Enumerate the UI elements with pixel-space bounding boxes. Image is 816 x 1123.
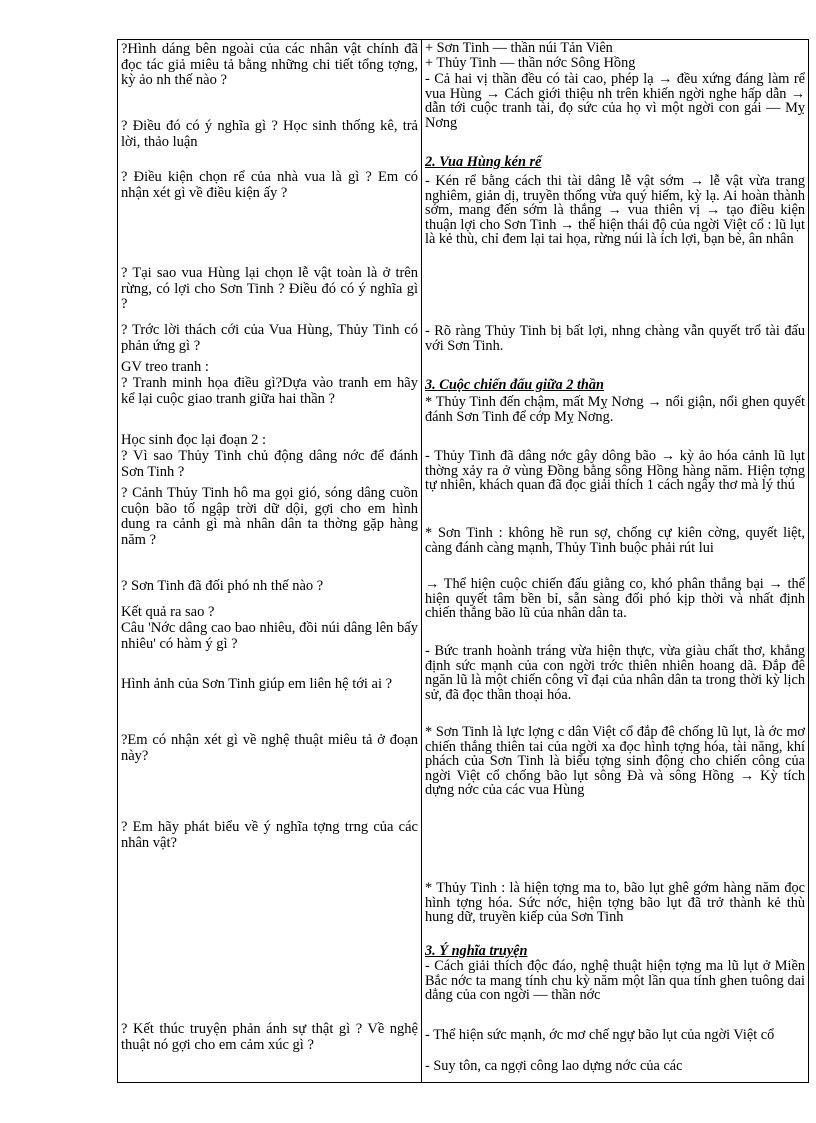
- section-heading: 3. Cuộc chiến đấu giữa 2 thần: [425, 377, 604, 393]
- question-paragraph: Hình ảnh của Sơn Tinh giúp em liên hệ tới ai ?: [121, 676, 393, 692]
- answer-paragraph: * Thủy Tinh đến chậm, mất Mỵ Nơng → nổi giận, nổi ghen quyết đánh Sơn Tinh để cớp Mỵ Nơng.: [425, 394, 805, 425]
- answer-paragraph: - Thủy Tinh đã dâng nớc gây dông bão → kỳ ảo hóa cảnh lũ lụt thờng xảy ra ở vùng Đồng bằng sông Hồng hàng năm. Hiện tợng tự nhiên, khách quan đã đọc giải thích 1 cách ngây thơ mà lý thú: [425, 448, 805, 494]
- answer-paragraph: * Sơn Tinh : không hề run sợ, chống cự kiên cờng, quyết liệt, càng đánh càng mạnh, Thủy Tinh buộc phải rút lui: [425, 525, 805, 556]
- answer-paragraph: → Thể hiện cuộc chiến đấu giằng co, khó phân thắng bại → thể hiện quyết tâm bền bỉ, sẵn sàng đối phó kịp thời và nhất định chiến thắng bão lũ của nhân dân ta.: [425, 576, 805, 622]
- question-paragraph: ? Sơn Tinh đã đối phó nh thế nào ?: [121, 578, 324, 594]
- answer-paragraph: - Cách giải thích độc đáo, nghệ thuật hiện tợng ma lũ lụt ở Miền Bắc nớc ta mang tính chu kỳ năm một lần qua tính ghen tuông dai dẳng của con ngời — thần nớc: [425, 958, 805, 1004]
- answers-column: [422, 40, 809, 1083]
- section-heading: 3. Ý nghĩa truyện: [425, 943, 528, 959]
- question-paragraph: ? Vì sao Thủy Tinh chủ động dâng nớc để đánh Sơn Tinh ?: [121, 448, 418, 480]
- question-paragraph: ? Kết thúc truyện phản ánh sự thật gì ? Về nghệ thuật nó gợi cho em cảm xúc gì ?: [121, 1021, 418, 1053]
- answer-paragraph: - Suy tôn, ca ngợi công lao dựng nớc của các: [425, 1058, 683, 1074]
- answer-paragraph: - Kén rể bằng cách thi tài dâng lễ vật sớm → lễ vật vừa trang nghiêm, giản dị, truyền thống vừa quý hiếm, kỳ lạ. Ai hoàn thành sớm, mang đến sớm là thắng → vua thiên vị → tạo điều kiện thuận lợi cho Sơn Tinh → thể hiện thái độ của ngời Việt cổ : lũ lụt là kẻ thù, chỉ đem lại tai họa, rừng núi là ích lợi, bạn bè, ân nhân: [425, 173, 805, 248]
- question-paragraph: ? Tranh minh họa điều gì?Dựa vào tranh em hãy kể lại cuộc giao tranh giữa hai thần ?: [121, 375, 418, 407]
- answer-paragraph: + Thủy Tinh — thần nớc Sông Hồng: [425, 55, 636, 71]
- answer-paragraph: * Sơn Tinh là lực lợng c dân Việt cổ đắp đê chống lũ lụt, là ớc mơ chiến thắng thiên tai của ngời xa đọc hình tợng hóa, tài năng, khí phách của Sơn Tinh là biểu tợng sinh động cho chiến công của ngời Việt cổ chống bão lụt sông Đà và sông Hồng → Kỳ tích dựng nớc của các vua Hùng: [425, 724, 805, 799]
- question-paragraph: ? Điều kiện chọn rể của nhà vua là gì ? Em có nhận xét gì về điều kiện ấy ?: [121, 169, 418, 201]
- section-heading: 2. Vua Hùng kén rể: [425, 154, 542, 170]
- answer-paragraph: - Rõ ràng Thủy Tinh bị bất lợi, nhng chàng vẫn quyết trổ tài đấu với Sơn Tinh.: [425, 323, 805, 354]
- answers-list: [425, 40, 805, 1082]
- question-paragraph: Câu 'Nớc dâng cao bao nhiêu, đồi núi dâng lên bấy nhiêu' có hàm ý gì ?: [121, 620, 418, 652]
- question-paragraph: ? Trớc lời thách cới của Vua Hùng, Thủy Tinh có phản ứng gì ?: [121, 322, 418, 354]
- question-paragraph: ?Em có nhận xét gì về nghệ thuật miêu tả ở đoạn này?: [121, 732, 418, 764]
- lesson-table: [117, 39, 809, 1083]
- question-paragraph: ?Hình dáng bên ngoài của các nhân vật chính đã đọc tác giả miêu tả bằng những chi tiết tổng tợng, kỳ ảo nh thế nào ?: [121, 41, 418, 88]
- answer-paragraph: + Sơn Tinh — thần núi Tản Viên: [425, 40, 613, 56]
- question-paragraph: ? Em hãy phát biểu về ý nghĩa tợng trng của các nhân vật?: [121, 819, 418, 851]
- question-paragraph: Kết quả ra sao ?: [121, 604, 215, 620]
- question-paragraph: ? Tại sao vua Hùng lại chọn lễ vật toàn là ở trên rừng, có lợi cho Sơn Tinh ? Điều đó có ý nghĩa gì ?: [121, 265, 418, 312]
- answer-paragraph: - Cả hai vị thần đều có tài cao, phép lạ → đều xứng đáng làm rể vua Hùng → Cách giới thiệu nh trên khiến ngời nghe hấp dẫn → dẫn tới cuộc tranh tài, đọ sức của họ vì một ngời con gái — Mỵ Nơng: [425, 71, 805, 131]
- question-paragraph: ? Cảnh Thủy Tinh hô ma gọi gió, sóng dâng cuồn cuộn bão tố ngập trời dữ dội, gợi cho em hình dung ra cảnh gì mà nhân dân ta thờng gặp hàng năm ?: [121, 485, 418, 548]
- question-paragraph: Học sinh đọc lại đoạn 2 :: [121, 432, 266, 448]
- answer-paragraph: - Thể hiện sức mạnh, ớc mơ chế ngự bão lụt của ngời Việt cổ: [425, 1027, 775, 1043]
- questions-column: [118, 40, 422, 1083]
- question-paragraph: ? Điều đó có ý nghĩa gì ? Học sinh thống kê, trả lời, thảo luận: [121, 118, 418, 150]
- answer-paragraph: - Bức tranh hoành tráng vừa hiện thực, vừa giàu chất thơ, khẳng định sức mạnh của con ngời trớc thiên nhiên hoang dã. Đắp đê ngăn lũ là một chiến công vĩ đại của nhân dân ta trong thời kỳ lịch sử, đã đọc thần thoại hóa.: [425, 643, 805, 703]
- answer-paragraph: * Thủy Tinh : là hiện tợng ma to, bão lụt ghê gớm hàng năm đọc hình tợng hóa. Sức nớc, hiện tợng bão lụt đã trở thành kẻ thù hung dữ, truyền kiếp của Sơn Tinh: [425, 880, 805, 926]
- question-paragraph: GV treo tranh :: [121, 359, 209, 375]
- questions-list: [121, 40, 418, 1082]
